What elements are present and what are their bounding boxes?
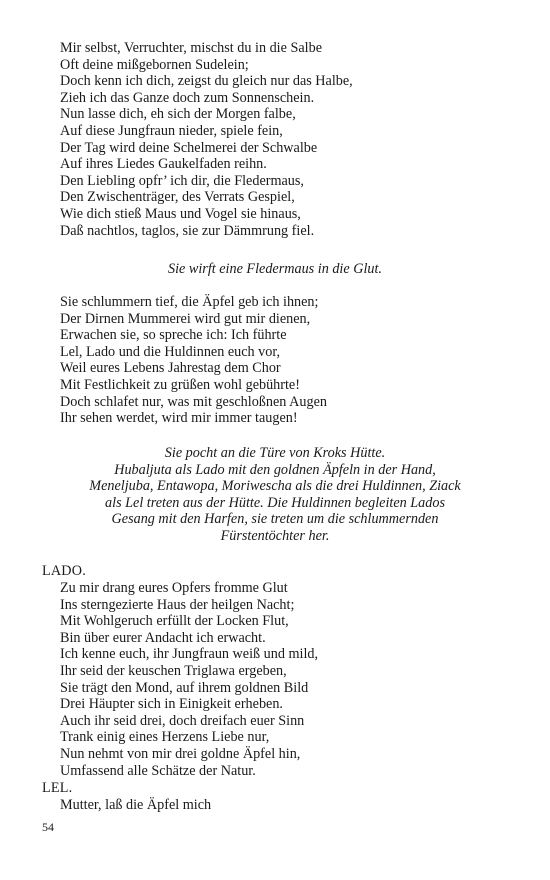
stanza-1 — [60, 40, 500, 239]
speaker-name-lel: LEL. — [42, 780, 73, 796]
verse-line: Ins sterngezierte Haus der heilgen Nacht; — [60, 596, 295, 613]
verse-line: Erwachen sie, so spreche ich: Ich führte — [60, 327, 287, 344]
stage-direction-line: als Lel treten aus der Hütte. Die Huldinnen begleiten Lados — [105, 494, 445, 511]
verse-line: Drei Häupter sich in Einigkeit erheben. — [60, 696, 283, 713]
stage-direction-line: Sie pocht an die Türe von Kroks Hütte. — [164, 445, 386, 461]
verse-line: Trank einig eines Herzens Liebe nur, — [60, 729, 270, 746]
verse-line: Lel, Lado und die Huldinnen euch vor, — [60, 343, 281, 360]
stage-direction-line: Fürstentöchter her. — [220, 527, 330, 544]
stanza-2 — [60, 294, 500, 427]
verse-line: Doch kenn ich dich, zeigst du gleich nur das Halbe, — [60, 73, 353, 90]
verse-line: Mutter, laß die Äpfel mich — [60, 797, 212, 813]
lado-speech — [60, 580, 500, 779]
verse-line: Nun nehmt von mir drei goldne Äpfel hin, — [60, 745, 301, 762]
verse-line: Umfassend alle Schätze der Natur. — [60, 762, 256, 779]
verse-line: Ihr sehen werdet, wird mir immer taugen! — [60, 410, 298, 427]
verse-line: Bin über eurer Andacht ich erwacht. — [60, 629, 266, 646]
verse-line: Sie trägt den Mond, auf ihrem goldnen Bild — [60, 679, 309, 696]
page-number: 54 — [42, 820, 54, 834]
stage-direction-line: Gesang mit den Harfen, sie treten um die schlummernden — [111, 511, 439, 528]
lel-speech — [60, 797, 500, 814]
verse-line: Mir selbst, Verruchter, mischst du in die Salbe — [60, 40, 322, 56]
verse-line: Ich kenne euch, ihr Jungfraun weiß und mild, — [60, 646, 319, 663]
verse-line: Auf ihres Liedes Gaukelfaden reihn. — [60, 156, 267, 173]
stage-direction-line: Sie wirft eine Fledermaus in die Glut. — [168, 261, 382, 277]
verse-line: Auch ihr seid drei, doch dreifach euer Sinn — [60, 712, 305, 729]
verse-line: Daß nachtlos, taglos, sie zur Dämmrung fiel. — [60, 222, 315, 239]
stage-direction-line: Meneljuba, Entawopa, Moriwescha als die drei Huldinnen, Ziack — [89, 478, 461, 495]
verse-line: Ihr seid der keuschen Triglawa ergeben, — [60, 662, 287, 679]
stage-direction-2 — [40, 445, 510, 545]
verse-line: Der Tag wird deine Schelmerei der Schwalbe — [60, 139, 318, 156]
verse-line: Auf diese Jungfraun nieder, spiele fein, — [60, 122, 283, 139]
verse-line: Doch schlafet nur, was mit geschloßnen Augen — [60, 393, 327, 410]
verse-line: Mit Wohlgeruch erfüllt der Locken Flut, — [60, 613, 289, 630]
verse-line: Wie dich stieß Maus und Vogel sie hinaus, — [60, 205, 301, 222]
verse-line: Den Liebling opfr’ ich dir, die Fledermaus, — [60, 172, 304, 189]
verse-line: Sie schlummern tief, die Äpfel geb ich ihnen; — [60, 294, 319, 310]
verse-line: Weil eures Lebens Jahrestag dem Chor — [60, 360, 281, 377]
verse-line: Oft deine mißgebornen Sudelein; — [60, 56, 249, 73]
verse-line: Zieh ich das Ganze doch zum Sonnenschein. — [60, 89, 315, 106]
verse-line: Den Zwischenträger, des Verrats Gespiel, — [60, 189, 295, 206]
verse-line: Nun lasse dich, eh sich der Morgen falbe, — [60, 106, 296, 123]
speaker-name-lado: LADO. — [42, 563, 86, 579]
verse-line: Der Dirnen Mummerei wird gut mir dienen, — [60, 310, 311, 327]
stage-direction-1 — [40, 261, 510, 278]
verse-line: Zu mir drang eures Opfers fromme Glut — [60, 580, 288, 596]
stage-direction-line: Hubaljuta als Lado mit den goldnen Äpfeln in der Hand, — [114, 461, 436, 478]
verse-line: Mit Festlichkeit zu grüßen wohl gebührte! — [60, 376, 300, 393]
